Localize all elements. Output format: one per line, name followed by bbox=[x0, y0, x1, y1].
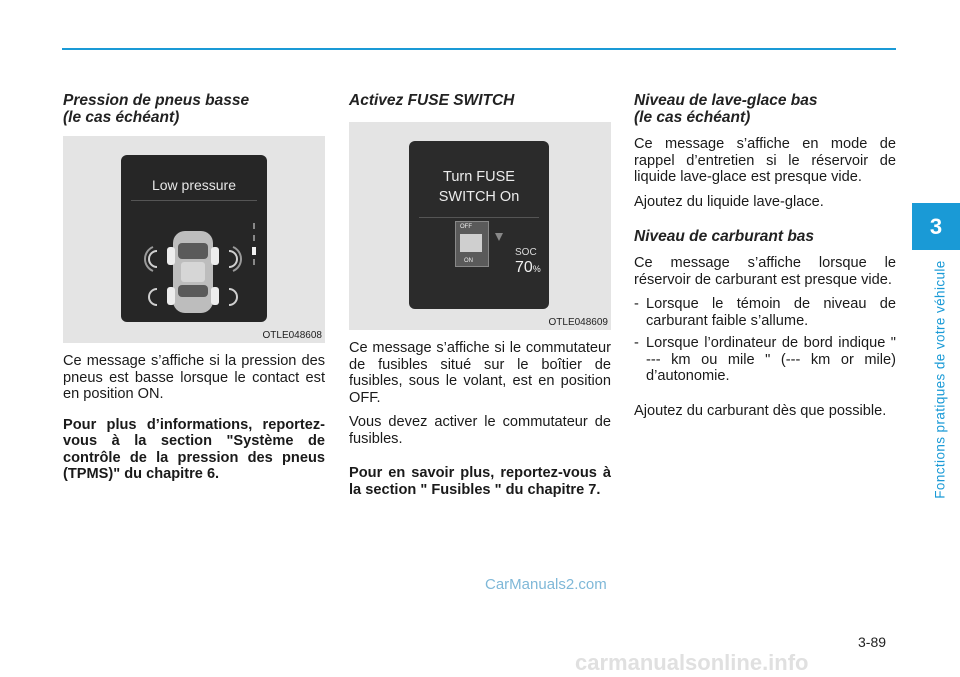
soc-value: 70 bbox=[515, 259, 533, 276]
soc-unit: % bbox=[532, 264, 541, 274]
paragraph: Ajoutez du liquide lave-glace. bbox=[634, 193, 824, 210]
screen-line-2: SWITCH On bbox=[438, 189, 520, 205]
fuse-screen bbox=[409, 141, 549, 309]
car-tires-icon bbox=[143, 207, 253, 319]
paragraph-reference: Pour en savoir plus, reportez-vous à la section " Fusibles " du chapitre 7. bbox=[349, 465, 611, 498]
paragraph-reference: Pour plus d’informations, reportez-vous à la section "Système de contrôle de la pression des pneus (TPMS)" du chapitre 6. bbox=[63, 416, 325, 482]
column-low-tire-pressure bbox=[63, 92, 325, 491]
column-fuse-switch bbox=[349, 92, 611, 506]
cluster-screen bbox=[121, 155, 267, 322]
list-item: - Lorsque l’ordinateur de bord indique " --- km ou mile " (--- km or mile) d’autonomie. bbox=[634, 335, 896, 384]
chapter-side-title bbox=[930, 255, 950, 503]
soc-label: SOC bbox=[515, 247, 537, 258]
figure-code: OTLE048609 bbox=[548, 317, 608, 328]
arrow-down-icon bbox=[495, 233, 503, 241]
low-pressure-text: Low pressure bbox=[151, 177, 237, 193]
figure-code: OTLE048608 bbox=[262, 330, 322, 341]
paragraph: Ce message s’affiche si le commutateur de fusibles situé sur le boîtier de fusibles, sous le volant, est en position OFF. bbox=[349, 340, 611, 406]
watermark: CarManuals2.com bbox=[485, 576, 607, 593]
figure-fuse-switch bbox=[349, 122, 611, 330]
heading-fuse-switch: Activez FUSE SWITCH bbox=[349, 92, 515, 109]
figure-low-pressure bbox=[63, 136, 325, 343]
paragraph: Vous devez activer le commutateur de fusibles. bbox=[349, 414, 611, 447]
chapter-title: Fonctions pratiques de votre véhicule bbox=[932, 259, 948, 499]
footer-watermark: carmanualsonline.info bbox=[575, 650, 809, 675]
heading-washer-fluid: Niveau de lave-glace bas (le cas échéant) bbox=[634, 92, 818, 126]
paragraph: Ce message s’affiche en mode de rappel d’entretien si le réservoir de liquide lave-glace est presque vide. bbox=[634, 136, 896, 185]
page-number: 3-89 bbox=[858, 634, 887, 650]
column-washer-fuel bbox=[634, 92, 896, 427]
fuse-switch-icon: OFF ON bbox=[455, 221, 489, 267]
chapter-number-tab bbox=[912, 203, 960, 250]
paragraph: Ce message s’affiche si la pression des pneus est basse lorsque le contact est en position ON. bbox=[63, 353, 325, 402]
heading-low-tire-pressure: Pression de pneus basse (le cas échéant) bbox=[63, 92, 250, 126]
list-item: - Lorsque le témoin de niveau de carburant faible s’allume. bbox=[634, 296, 896, 329]
top-rule bbox=[62, 48, 896, 50]
paragraph: Ajoutez du carburant dès que possible. bbox=[634, 402, 887, 419]
screen-line-1: Turn FUSE bbox=[443, 169, 515, 185]
chapter-number: 3 bbox=[929, 213, 943, 239]
paragraph: Ce message s’affiche lorsque le réservoir de carburant est presque vide. bbox=[634, 255, 896, 288]
heading-fuel-level: Niveau de carburant bas bbox=[634, 228, 815, 245]
